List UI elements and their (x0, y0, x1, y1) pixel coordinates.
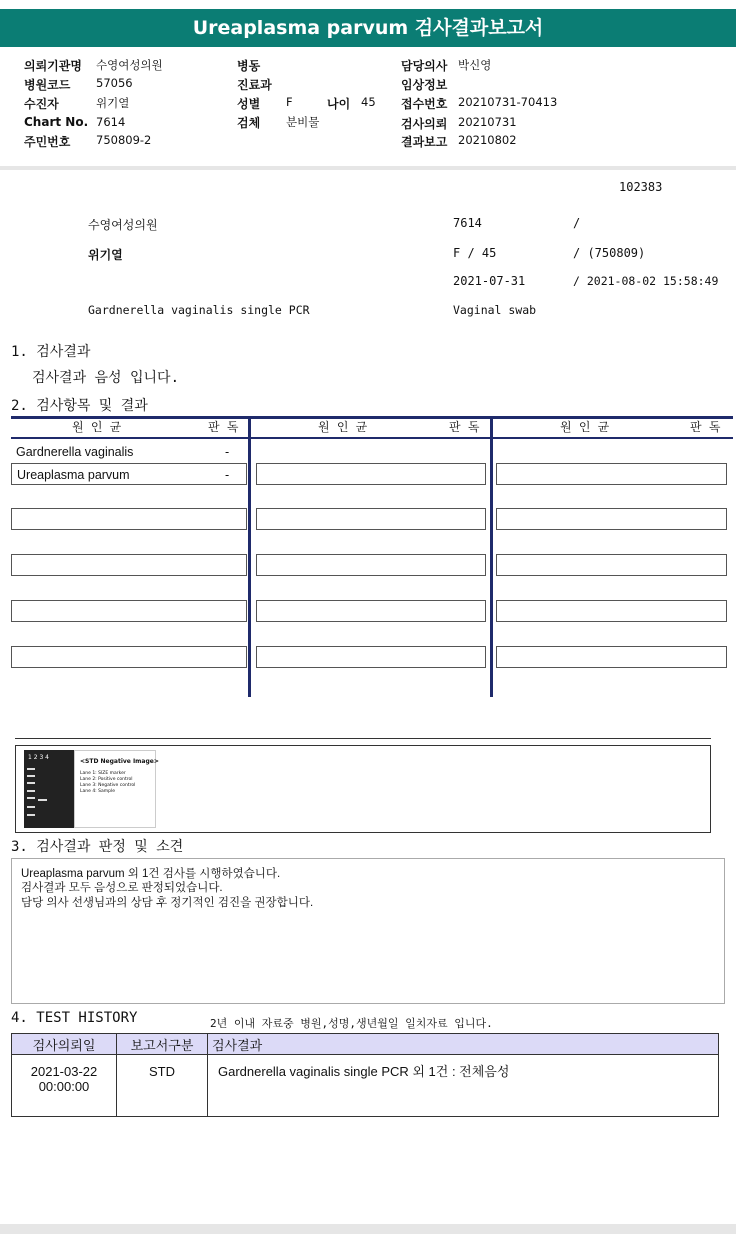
code-value: 57056 (96, 76, 133, 90)
table-row (496, 508, 727, 530)
col-result-header: 판 독 (208, 420, 239, 434)
info-slash: / (573, 216, 581, 230)
gel-lane-numbers: 1 2 3 4 (28, 754, 49, 761)
code-label: 병원코드 (24, 78, 71, 92)
image-section-rule (15, 738, 711, 739)
document-number: 102383 (619, 180, 663, 194)
history-time: 00:00:00 (38, 1079, 90, 1094)
specimen-value: 분비물 (286, 115, 320, 129)
opinion-line: Ureaplasma parvum 외 1건 검사를 시행하였습니다. (21, 868, 281, 880)
rrn-label: 주민번호 (24, 135, 71, 149)
receipt-label: 접수번호 (401, 97, 448, 111)
sex-value: F (286, 95, 293, 109)
doctor-value: 박신영 (458, 58, 492, 72)
info-sex-age: F / 45 (453, 246, 497, 260)
age-value: 45 (361, 95, 376, 109)
patient-value: 위기열 (96, 96, 130, 110)
info-hospital: 수영여성의원 (88, 218, 158, 232)
info-rrn: / (750809) (573, 246, 646, 260)
history-col-result: 검사결과 (208, 1034, 719, 1055)
col-pathogen-header: 원 인 균 (560, 420, 610, 434)
history-note: 2년 이내 자료중 병원,성명,생년월일 일치자료 입니다. (210, 1017, 493, 1030)
doctor-label: 담당의사 (401, 59, 448, 73)
gel-electrophoresis-image (24, 750, 74, 828)
table-row (11, 508, 247, 530)
table-row (256, 508, 486, 530)
gel-legend-lane1: Lane 1: SIZE marker (80, 771, 126, 776)
gel-legend (74, 750, 159, 828)
history-date-cell (12, 1055, 117, 1117)
report-title: Ureaplasma parvum 검사결과보고서 (0, 9, 736, 47)
ward-label: 병동 (237, 59, 261, 73)
table-row (12, 1055, 719, 1117)
hospital-label: 의뢰기관명 (24, 59, 82, 73)
table-row (496, 600, 727, 622)
opinion-line: 검사결과 모두 음성으로 판정되었습니다. (21, 882, 223, 894)
gel-band (27, 768, 35, 770)
gel-band (27, 806, 35, 808)
header-divider (0, 166, 736, 170)
chart-value: 7614 (96, 115, 126, 129)
gel-legend-lane4: Lane 4: Sample (80, 789, 115, 794)
table-row (256, 646, 486, 668)
col-result-header: 판 독 (690, 420, 721, 434)
col-result-header: 판 독 (449, 420, 480, 434)
table-row (256, 463, 486, 485)
info-request-date: 2021-07-31 (453, 274, 526, 288)
table-row (11, 554, 247, 576)
history-table (11, 1033, 719, 1117)
section1-result-text: 검사결과 음성 입니다. (32, 370, 180, 386)
info-chart: 7614 (453, 216, 482, 230)
table-row-pathogen: Gardnerella vaginalis (16, 445, 134, 459)
gel-legend-lane2: Lane 2: Positive control (80, 777, 133, 782)
gel-band (27, 797, 35, 799)
gel-legend-lane3: Lane 3: Negative control (80, 783, 136, 788)
dept-label: 진료과 (237, 78, 272, 92)
col-pathogen-header: 원 인 균 (318, 420, 368, 434)
table-row (496, 463, 727, 485)
gel-band (38, 799, 47, 801)
hospital-value: 수영여성의원 (96, 58, 163, 72)
clinical-label: 임상정보 (401, 78, 448, 92)
table-row (256, 600, 486, 622)
table-row (496, 646, 727, 668)
gel-band (27, 790, 35, 792)
info-report-datetime: / 2021-08-02 15:58:49 (573, 274, 719, 288)
section1-heading: 1. 검사결과 (11, 344, 91, 360)
table-row (11, 600, 247, 622)
footer-bar (0, 1224, 736, 1234)
age-label: 나이 (327, 97, 351, 111)
sex-label: 성별 (237, 97, 261, 111)
table-column-divider (248, 416, 251, 697)
gel-band (27, 814, 35, 816)
report-value: 20210802 (458, 133, 517, 147)
request-label: 검사의뢰 (401, 117, 448, 131)
table-row-pathogen: Ureaplasma parvum (17, 468, 130, 482)
history-type: STD (117, 1055, 208, 1117)
col-pathogen-header: 원 인 균 (72, 420, 122, 434)
request-value: 20210731 (458, 115, 517, 129)
table-row (496, 554, 727, 576)
section2-heading: 2. 검사항목 및 결과 (11, 398, 148, 414)
report-label: 결과보고 (401, 135, 448, 149)
table-column-divider (490, 416, 493, 697)
history-col-date: 검사의뢰일 (12, 1034, 117, 1055)
table-row (256, 554, 486, 576)
table-row-result: - (225, 468, 230, 482)
rrn-value: 750809-2 (96, 133, 152, 147)
gel-band (27, 775, 35, 777)
section3-heading: 3. 검사결과 판정 및 소견 (11, 839, 184, 855)
info-patient: 위기열 (88, 248, 123, 262)
section4-heading: 4. TEST HISTORY (11, 1010, 138, 1026)
receipt-value: 20210731-70413 (458, 95, 558, 109)
history-result: Gardnerella vaginalis single PCR 외 1건 : 전체음성 (208, 1055, 719, 1117)
history-date: 2021-03-22 (30, 1064, 98, 1079)
history-header-row (12, 1034, 719, 1055)
gel-legend-title: <STD Negative Image> (80, 758, 159, 765)
specimen-label: 검체 (237, 116, 261, 130)
chart-label: Chart No. (24, 115, 89, 129)
gel-band (27, 782, 35, 784)
patient-label: 수진자 (24, 97, 59, 111)
info-test-name: Gardnerella vaginalis single PCR (88, 303, 310, 317)
history-col-type: 보고서구분 (117, 1034, 208, 1055)
table-header-rule (11, 437, 733, 439)
opinion-line: 담당 의사 선생님과의 상담 후 정기적인 검진을 권장합니다. (21, 897, 314, 909)
table-row-result: - (225, 445, 230, 459)
info-specimen: Vaginal swab (453, 303, 537, 317)
table-row (11, 646, 247, 668)
